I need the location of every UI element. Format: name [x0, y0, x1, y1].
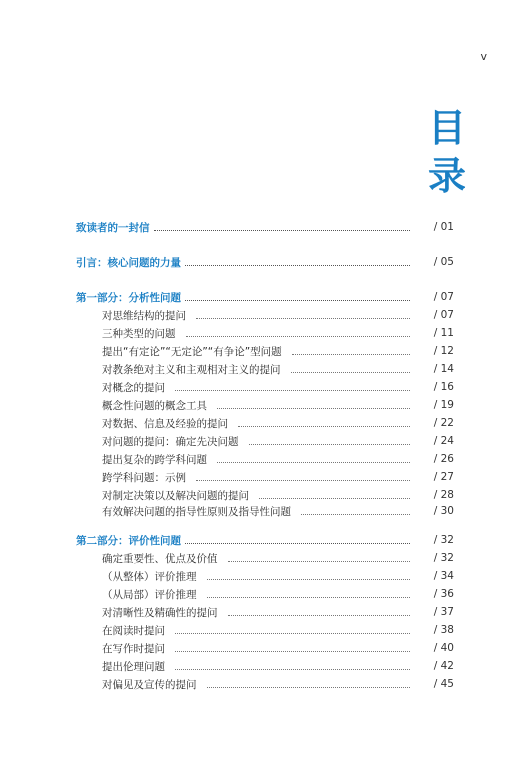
- page-number: v: [480, 50, 487, 63]
- toc-entry: [76, 342, 454, 360]
- toc-entry-title: （从局部）评价推理: [102, 588, 197, 601]
- toc-entry-page: / 11: [433, 327, 454, 339]
- toc-title-char-2: 录: [427, 154, 466, 198]
- toc-entry-page: / 01: [433, 221, 454, 233]
- toc-entry-title: 致读者的一封信: [76, 221, 150, 234]
- toc-entry: [76, 567, 454, 585]
- toc-entry-page: / 45: [433, 678, 454, 690]
- dot-leader: [186, 336, 411, 337]
- toc-entry-title: 提出复杂的跨学科问题: [102, 453, 207, 466]
- toc-entry: [76, 324, 454, 342]
- dot-leader: [207, 597, 411, 598]
- dot-leader: [217, 462, 410, 463]
- dot-leader: [207, 579, 411, 580]
- toc-entry: [76, 502, 454, 520]
- dot-leader: [238, 426, 410, 427]
- toc-entry-title: 在阅读时提问: [102, 624, 165, 637]
- dot-leader: [217, 408, 410, 409]
- toc-entry-page: / 37: [433, 606, 454, 618]
- toc-entry: [76, 621, 454, 639]
- toc-entry-page: / 26: [433, 453, 454, 465]
- toc-entry-page: / 34: [433, 570, 454, 582]
- dot-leader: [175, 633, 410, 634]
- toc-entry-title: 对问题的提问：确定先决问题: [102, 435, 239, 448]
- dot-leader: [185, 265, 410, 266]
- toc-entry-title: 引言：核心问题的力量: [76, 256, 181, 269]
- toc-entry-page: / 40: [433, 642, 454, 654]
- toc-entry-title: 提出伦理问题: [102, 660, 165, 673]
- toc-entry-title: 对思维结构的提问: [102, 309, 186, 322]
- toc-entry-title: 三种类型的问题: [102, 327, 176, 340]
- toc-section-entry: [76, 218, 454, 236]
- toc-entry-title: 对概念的提问: [102, 381, 165, 394]
- toc-entry: [76, 657, 454, 675]
- toc-title-char-1: 目: [427, 106, 466, 150]
- toc-entry-page: / 38: [433, 624, 454, 636]
- dot-leader: [196, 480, 410, 481]
- toc-entry-title: 概念性问题的概念工具: [102, 399, 207, 412]
- toc-entry-page: / 28: [433, 489, 454, 501]
- dot-leader: [228, 615, 411, 616]
- toc-entry-page: / 30: [433, 505, 454, 517]
- toc-entry-title: 对教条绝对主义和主观相对主义的提问: [102, 363, 281, 376]
- toc-entry: [76, 378, 454, 396]
- toc-entry-title: 提出“有定论”“无定论”“有争论”型问题: [102, 345, 282, 358]
- toc-entry: [76, 603, 454, 621]
- toc-entry-title: 对数据、信息及经验的提问: [102, 417, 228, 430]
- toc-entry: [76, 639, 454, 657]
- toc-entry: [76, 414, 454, 432]
- toc-entry-title: 对制定决策以及解决问题的提问: [102, 489, 249, 502]
- dot-leader: [259, 498, 410, 499]
- toc-entry-title: 在写作时提问: [102, 642, 165, 655]
- toc-entry-page: / 05: [433, 256, 454, 268]
- toc-entry-page: / 14: [433, 363, 454, 375]
- toc-entry-page: / 19: [433, 399, 454, 411]
- toc-entry-page: / 16: [433, 381, 454, 393]
- dot-leader: [196, 318, 410, 319]
- toc-entry-page: / 42: [433, 660, 454, 672]
- toc-entry-title: 对清晰性及精确性的提问: [102, 606, 218, 619]
- toc-entry-page: / 24: [433, 435, 454, 447]
- toc-section-entry: [76, 253, 454, 271]
- toc-entry-title: 跨学科问题：示例: [102, 471, 186, 484]
- toc-entry: [76, 306, 454, 324]
- toc-entry-page: / 22: [433, 417, 454, 429]
- dot-leader: [207, 687, 411, 688]
- toc-entry-page: / 36: [433, 588, 454, 600]
- dot-leader: [292, 354, 410, 355]
- toc-title: [427, 104, 467, 200]
- toc-entry-page: / 32: [433, 552, 454, 564]
- toc-entry-page: / 12: [433, 345, 454, 357]
- dot-leader: [228, 561, 411, 562]
- toc-entry: [76, 360, 454, 378]
- toc-entry: [76, 585, 454, 603]
- toc-entry-title: 有效解决问题的指导性原则及指导性问题: [102, 505, 291, 518]
- toc-entry-title: 确定重要性、优点及价值: [102, 552, 218, 565]
- dot-leader: [185, 543, 410, 544]
- toc-entry-page: / 07: [433, 309, 454, 321]
- toc-section-entry: [76, 288, 454, 306]
- dot-leader: [175, 651, 410, 652]
- toc-entry-title: （从整体）评价推理: [102, 570, 197, 583]
- dot-leader: [185, 300, 410, 301]
- dot-leader: [175, 669, 410, 670]
- dot-leader: [291, 372, 411, 373]
- dot-leader: [249, 444, 411, 445]
- toc-entry: [76, 675, 454, 693]
- toc-entry-page: / 32: [433, 534, 454, 546]
- toc-entry-title: 第二部分：评价性问题: [76, 534, 181, 547]
- toc-entry: [76, 450, 454, 468]
- toc-entry: [76, 468, 454, 486]
- toc-entry-page: / 27: [433, 471, 454, 483]
- toc-entry: [76, 549, 454, 567]
- dot-leader: [175, 390, 410, 391]
- toc-entry: [76, 432, 454, 450]
- dot-leader: [301, 514, 410, 515]
- toc-entry: [76, 396, 454, 414]
- toc-entry-title: 第一部分：分析性问题: [76, 291, 181, 304]
- toc-section-entry: [76, 531, 454, 549]
- toc-entry-title: 对偏见及宣传的提问: [102, 678, 197, 691]
- dot-leader: [154, 230, 411, 231]
- toc-entry-page: / 07: [433, 291, 454, 303]
